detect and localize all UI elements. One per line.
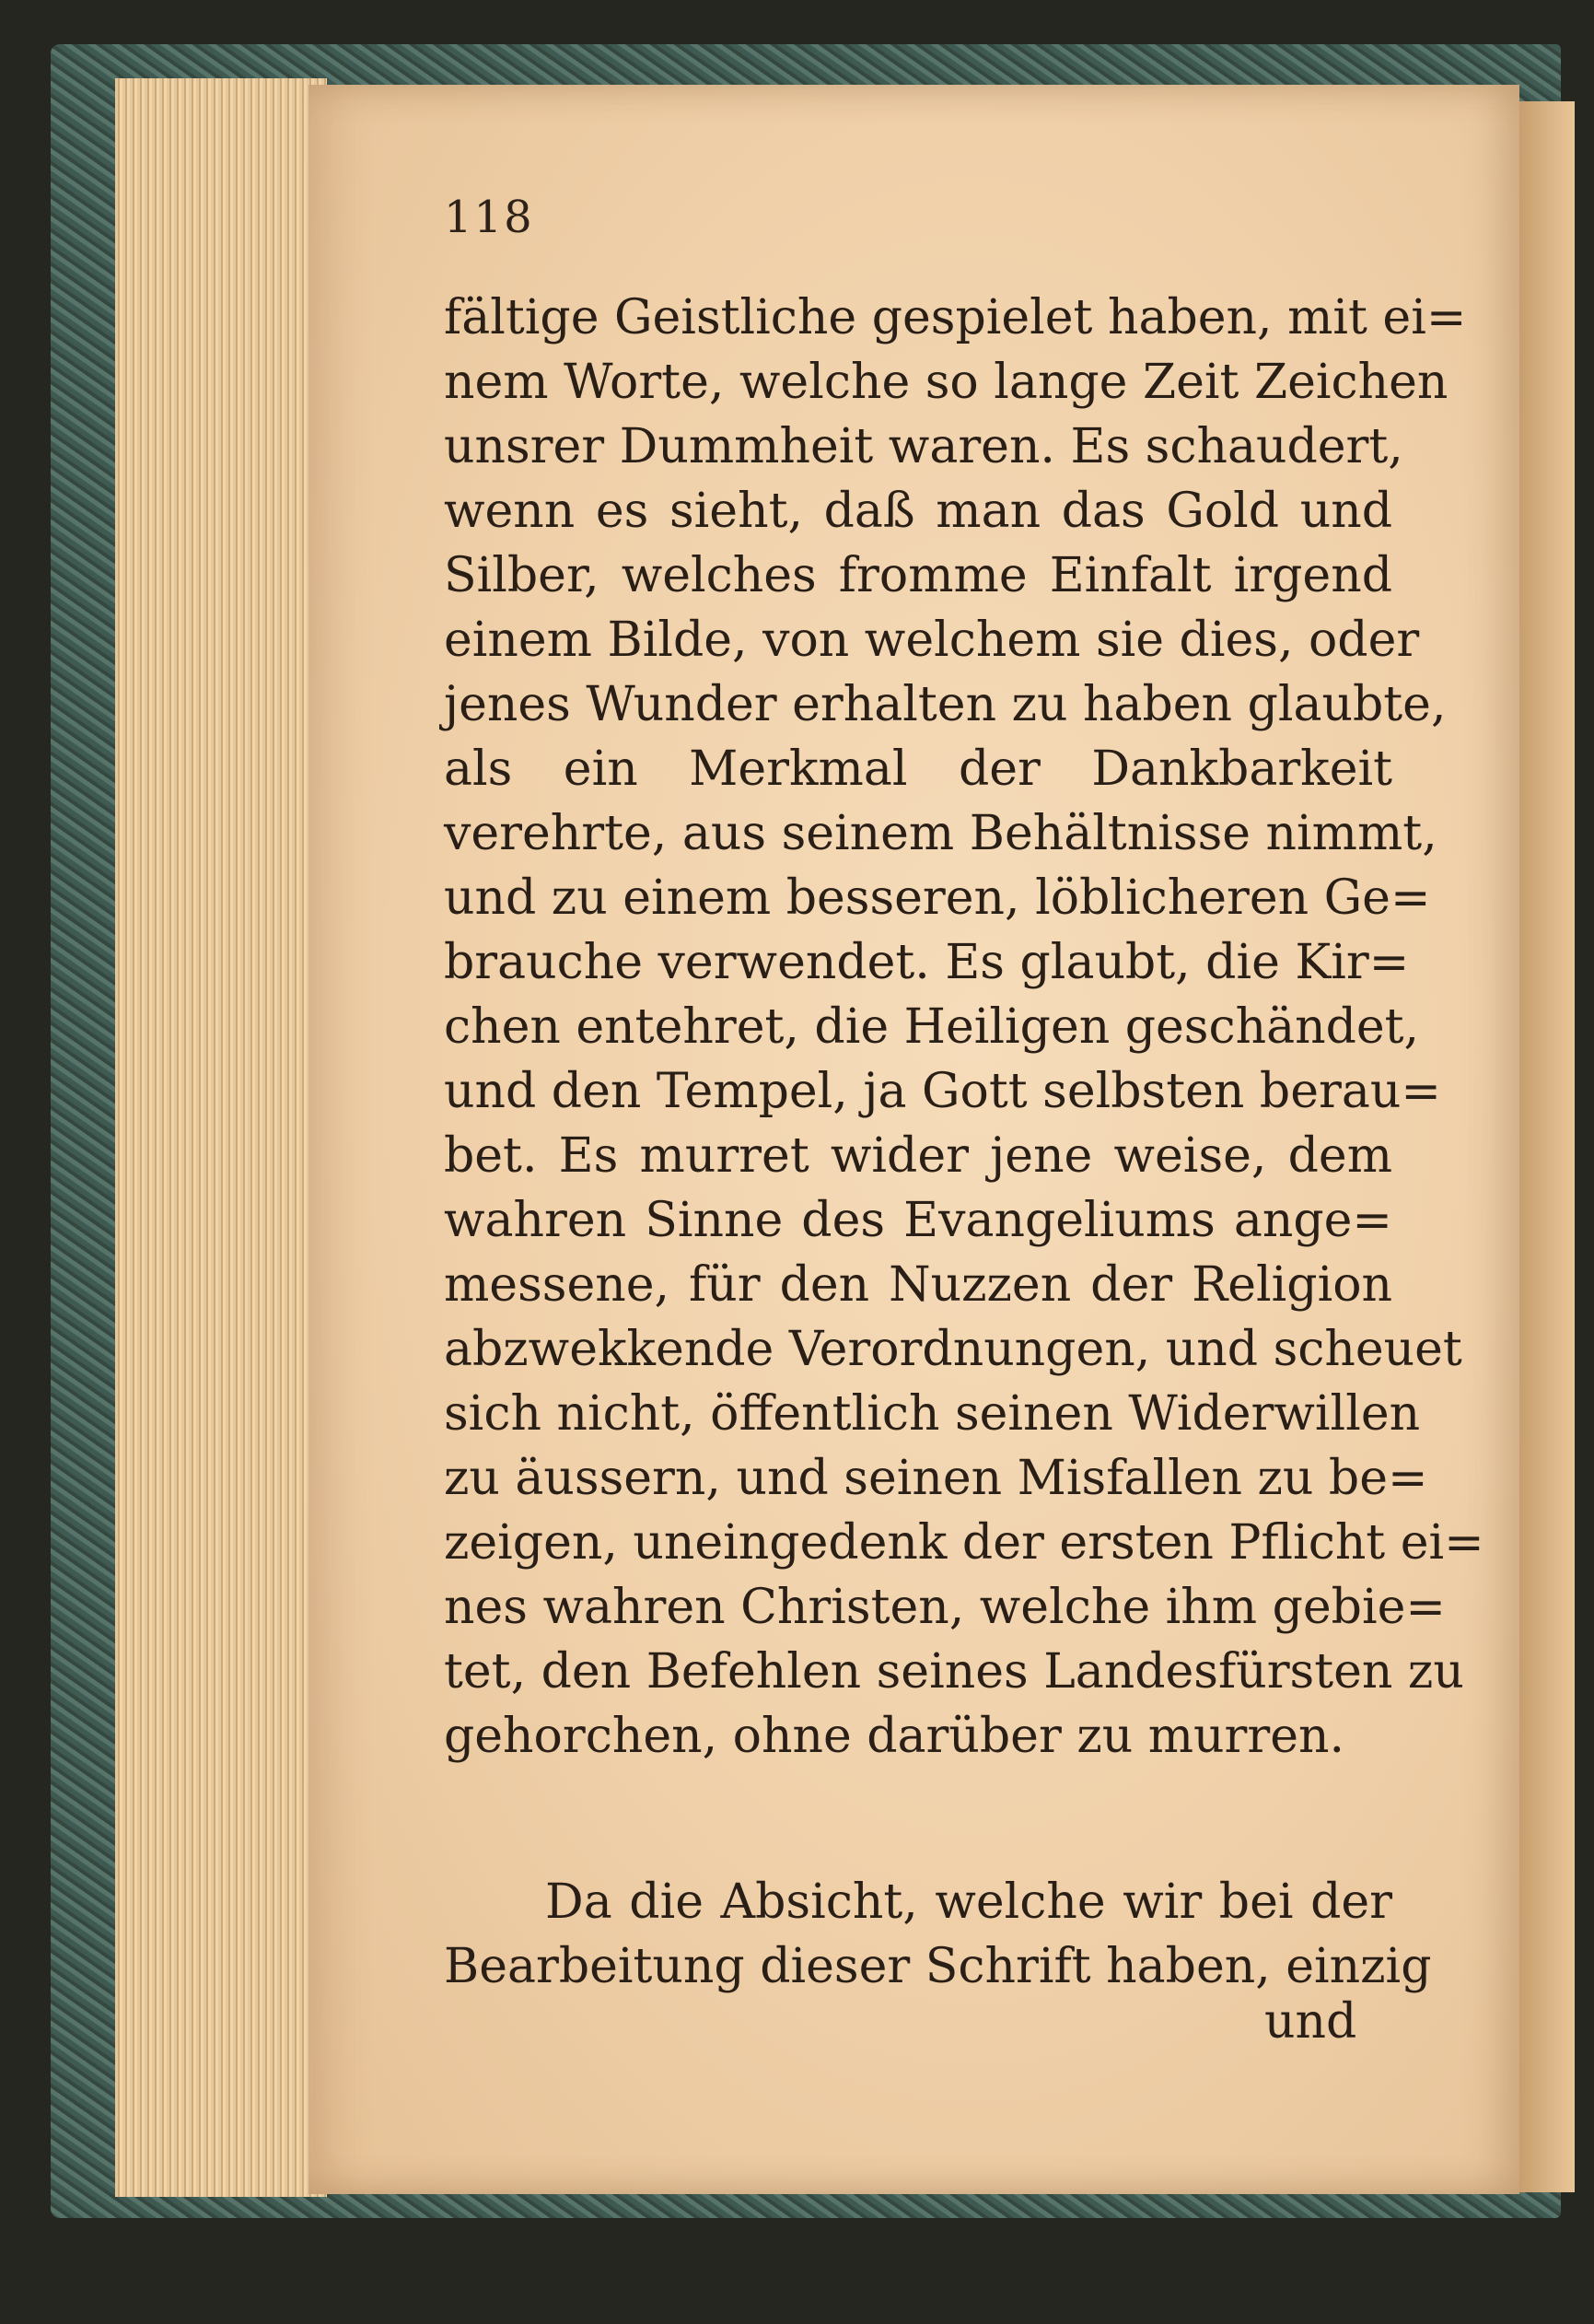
text-line: bet. Es murret wider jene weise, dem <box>444 1128 1392 1184</box>
text-line: als ein Merkmal der Dankbarkeit <box>444 742 1392 797</box>
catchword: und <box>1264 1994 1357 2050</box>
text-line: nem Worte, welche so lange Zeit Zeichen <box>444 355 1449 410</box>
text-line: tet, den Befehlen seines Landesfürsten zu <box>444 1644 1464 1699</box>
text-line: nes wahren Christen, welche ihm gebie= <box>444 1580 1446 1635</box>
text-line: messene, für den Nuzzen der Religion <box>444 1257 1392 1313</box>
text-line: Bearbeitung dieser Schrift haben, einzig <box>444 1939 1432 1994</box>
text-line: unsrer Dummheit waren. Es schaudert, <box>444 419 1403 474</box>
text-line: chen entehret, die Heiligen geschändet, <box>444 999 1420 1055</box>
text-line: und den Tempel, ja Gott selbsten berau= <box>444 1064 1441 1119</box>
text-line: abzwekkende Verordnungen, und scheuet <box>444 1322 1462 1377</box>
text-line: Silber, welches fromme Einfalt irgend <box>444 548 1392 603</box>
facing-page-edge <box>1519 101 1575 2192</box>
text-line: wahren Sinne des Evangeliums ange= <box>444 1193 1392 1248</box>
text-line: jenes Wunder erhalten zu haben glaubte, <box>444 677 1447 732</box>
text-line: Da die Absicht, welche wir bei der <box>545 1874 1392 1930</box>
paragraph-1 <box>444 286 1484 1769</box>
text-line: einem Bilde, von welchem sie dies, oder <box>444 613 1420 668</box>
text-line: brauche verwendet. Es glaubt, die Kir= <box>444 935 1410 990</box>
text-line: sich nicht, öffentlich seinen Widerwillen <box>444 1386 1421 1442</box>
paragraph-2 <box>444 1870 1432 1999</box>
text-line: zu äussern, und seinen Misfallen zu be= <box>444 1451 1428 1506</box>
text-line: wenn es sieht, daß man das Gold und <box>444 484 1392 539</box>
page-number: 118 <box>444 192 534 243</box>
page-edges <box>115 78 327 2197</box>
text-line: gehorchen, ohne darüber zu murren. <box>444 1709 1345 1764</box>
text-line: und zu einem besseren, löblicheren Ge= <box>444 870 1431 926</box>
text-line: fältige Geistliche gespielet haben, mit ei= <box>444 290 1467 345</box>
text-line: zeigen, uneingedenk der ersten Pflicht ei= <box>444 1515 1484 1571</box>
text-line: verehrte, aus seinem Behältnisse nimmt, <box>444 806 1437 861</box>
